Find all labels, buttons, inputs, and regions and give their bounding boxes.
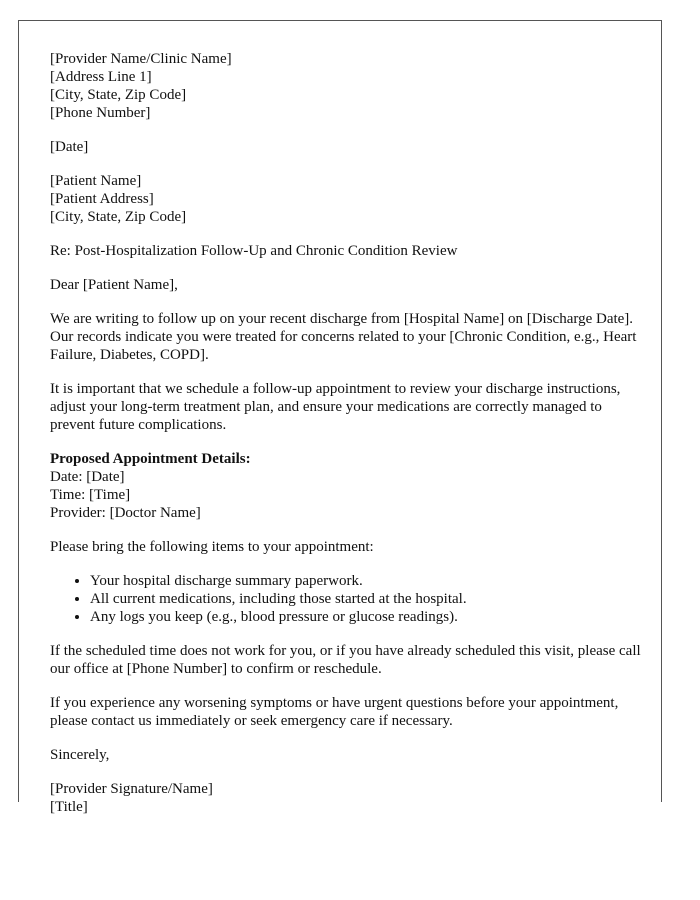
patient-city-state-zip: [City, State, Zip Code] — [50, 209, 187, 225]
list-item: • Any logs you keep (e.g., blood pressure or glucose readings). — [90, 608, 650, 626]
subject-line: Re: Post-Hospitalization Follow-Up and Chronic Condition Review — [50, 243, 458, 259]
provider-phone: [Phone Number] — [50, 105, 151, 121]
paragraph-reschedule: If the scheduled time does not work for you, or if you have already scheduled this visit, please call our office at [Phone Number] to confirm or reschedule. — [50, 643, 641, 677]
list-item: • All current medications, including those started at the hospital. — [90, 590, 650, 608]
letter-body — [50, 50, 650, 832]
list-item: • Your hospital discharge summary paperwork. — [90, 572, 650, 590]
signature-block — [50, 780, 650, 816]
provider-city-state-zip: [City, State, Zip Code] — [50, 87, 187, 103]
patient-address: [Patient Address] — [50, 191, 154, 207]
paragraph-schedule-importance: It is important that we schedule a follow-up appointment to review your discharge instructions, adjust your long-term treatment plan, and ensure your medications are correctly managed to prevent future complications. — [50, 381, 621, 433]
appointment-time: Time: [Time] — [50, 487, 131, 503]
provider-name: [Provider Name/Clinic Name] — [50, 51, 232, 67]
patient-address-block — [50, 172, 650, 226]
letter-date: [Date] — [50, 139, 89, 155]
bring-items-intro: Please bring the following items to your appointment: — [50, 539, 374, 555]
signature-name: [Provider Signature/Name] — [50, 781, 213, 797]
provider-address-block — [50, 50, 650, 122]
closing: Sincerely, — [50, 747, 110, 763]
appointment-provider: Provider: [Doctor Name] — [50, 505, 201, 521]
paragraph-discharge-followup: We are writing to follow up on your recent discharge from [Hospital Name] on [Discharge Date]. Our records indicate you were treated for concerns related to your [Chronic Condition, e.g., Heart Failure, Diabetes, COPD]. — [50, 311, 637, 363]
appointment-date: Date: [Date] — [50, 469, 125, 485]
signature-title: [Title] — [50, 799, 88, 815]
paragraph-urgent-care: If you experience any worsening symptoms or have urgent questions before your appointment, please contact us immediately or seek emergency care if necessary. — [50, 695, 619, 729]
appointment-details — [50, 450, 650, 522]
salutation: Dear [Patient Name], — [50, 277, 178, 293]
letter-page — [18, 20, 662, 815]
patient-name: [Patient Name] — [50, 173, 142, 189]
appointment-heading: Proposed Appointment Details: — [50, 451, 251, 467]
bring-items-list — [50, 572, 650, 626]
provider-address-line1: [Address Line 1] — [50, 69, 152, 85]
